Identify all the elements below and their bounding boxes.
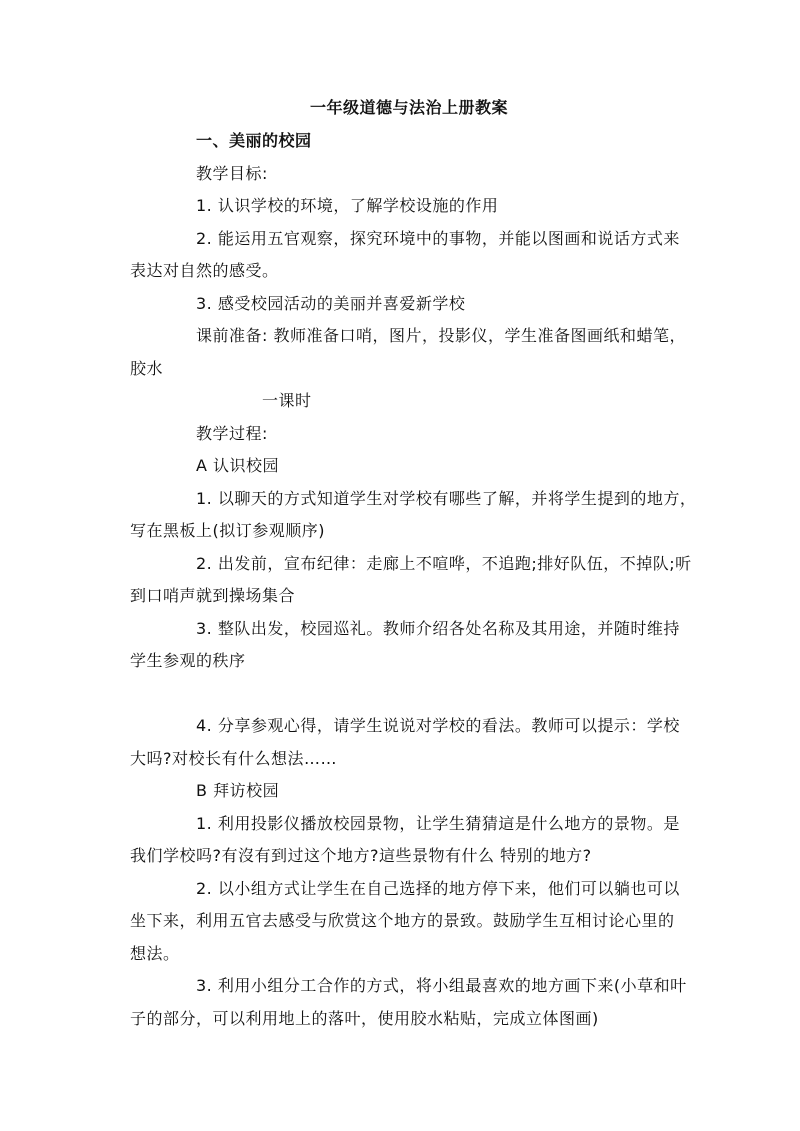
a2-line-2: 到口哨声就到操场集合 — [130, 586, 296, 605]
a4-line-1: 4. 分享参观心得，请学生说说对学校的看法。教师可以提示：学校 — [196, 716, 680, 735]
goals-heading: 教学目标: — [196, 164, 268, 183]
process-heading: 教学过程: — [196, 424, 268, 443]
prep-line-2: 胶水 — [130, 359, 164, 378]
part-b-heading: B 拜访校园 — [196, 781, 280, 800]
a1-line-2: 写在黑板上(拟订参观顺序) — [130, 521, 325, 540]
goal-3: 3. 感受校园活动的美丽并喜爱新学校 — [196, 294, 466, 313]
prep-line-1: 课前准备: 教师准备口哨，图片，投影仪，学生准备图画纸和蜡笔， — [196, 326, 686, 345]
a3-line-1: 3. 整队出发，校园巡礼。教师介绍各处名称及其用途，并随时维持 — [196, 619, 680, 638]
a4-line-2: 大吗?对校长有什么想法…… — [130, 749, 337, 768]
goal-2-line-2: 表达对自然的感受。 — [130, 261, 279, 280]
b2-line-2: 坐下来，利用五官去感受与欣赏这个地方的景致。鼓励学生互相讨论心里的 — [130, 911, 675, 930]
b3-line-2: 子的部分，可以利用地上的落叶，使用胶水粘贴，完成立体图画) — [130, 1009, 599, 1028]
section-title: 一、美丽的校园 — [196, 131, 312, 150]
b2-line-1: 2. 以小组方式让学生在自己选择的地方停下来，他们可以躺也可以 — [196, 879, 680, 898]
a2-line-1: 2. 出发前，宣布纪律：走廊上不喧哗，不追跑;排好队伍，不掉队;听 — [196, 554, 692, 573]
part-a-heading: A 认识校园 — [196, 456, 280, 475]
a1-line-1: 1. 以聊天的方式知道学生对学校有哪些了解，并将学生提到的地方， — [196, 489, 697, 508]
a3-line-2: 学生参观的秩序 — [130, 651, 246, 670]
b1-line-1: 1. 利用投影仪播放校园景物，让学生猜猜這是什么地方的景物。是 — [196, 814, 680, 833]
b3-line-1: 3. 利用小组分工合作的方式，将小组最喜欢的地方画下来(小草和叶 — [196, 976, 687, 995]
goal-1: 1. 认识学校的环境，了解学校设施的作用 — [196, 196, 499, 215]
goal-2-line-1: 2. 能运用五官观察，探究环境中的事物，并能以图画和说话方式来 — [196, 229, 680, 248]
period-label: 一课时 — [262, 391, 312, 410]
b2-line-3: 想法。 — [130, 944, 180, 963]
b1-line-2: 我们学校吗?有沒有到过这个地方?這些景物有什么 特别的地方? — [130, 846, 592, 865]
document-title: 一年级道德与法治上册教案 — [310, 98, 509, 117]
